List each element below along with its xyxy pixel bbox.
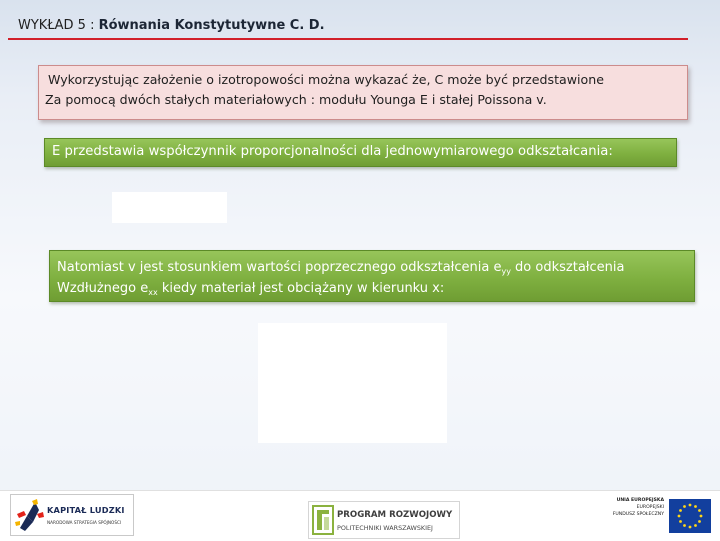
poisson-subscript-xx: xx bbox=[148, 288, 158, 297]
eu-flag-icon bbox=[669, 499, 711, 533]
poisson-ratio-box bbox=[49, 250, 695, 302]
poisson-line-2 bbox=[57, 278, 694, 299]
poisson-line-2-start: Wzdłużnego e bbox=[57, 281, 149, 296]
youngs-modulus-box bbox=[44, 138, 677, 167]
intro-line-2: Za pomocą dwóch stałych materiałowych : modułu Younga E i stałej Poissona v. bbox=[45, 92, 547, 107]
poisson-subscript-yy: yy bbox=[501, 267, 511, 276]
eu-label-line-3: FUNDUSZ SPOŁECZNY bbox=[612, 512, 664, 517]
kapital-ludzki-subtitle: NARODOWA STRATEGIA SPÓJNOŚCI bbox=[47, 520, 122, 525]
slide-title bbox=[18, 18, 325, 33]
youngs-formula-image bbox=[112, 192, 227, 223]
slide-title-topic: Równania Konstytutywne C. D. bbox=[98, 18, 325, 33]
kapital-ludzki-logo bbox=[10, 494, 134, 536]
program-rozwojowy-emblem-icon bbox=[312, 505, 334, 535]
intro-line-1: Wykorzystując założenie o izotropowości można wykazać że, C może być przedstawione bbox=[48, 72, 604, 87]
kapital-ludzki-title: KAPITAŁ LUDZKI bbox=[47, 505, 125, 515]
eu-label-line-1: UNIA EUROPEJSKA bbox=[616, 498, 664, 503]
poisson-line-1 bbox=[57, 257, 694, 278]
program-rozwojowy-subtitle: POLITECHNIKI WARSZAWSKIEJ bbox=[337, 524, 433, 532]
title-divider bbox=[8, 38, 688, 40]
eu-fund-label bbox=[598, 497, 664, 518]
program-rozwojowy-title: PROGRAM ROZWOJOWY bbox=[337, 510, 453, 520]
poisson-line-2-end: kiedy materiał jest obciążany w kierunku x: bbox=[157, 281, 445, 296]
intro-text-box bbox=[38, 65, 688, 120]
program-rozwojowy-logo bbox=[308, 501, 460, 539]
kapital-ludzki-star-icon bbox=[13, 498, 45, 532]
youngs-modulus-text: E przedstawia współczynnik proporcjonalności dla jednowymiarowego odkształcania: bbox=[52, 144, 613, 159]
slide-title-prefix: WYKŁAD 5 : bbox=[18, 18, 99, 33]
poisson-line-1-start: Natomiast v jest stosunkiem wartości poprzecznego odkształcenia e bbox=[57, 260, 502, 275]
poisson-line-1-end: do odkształcenia bbox=[510, 260, 625, 275]
poisson-formula-image bbox=[258, 323, 447, 443]
eu-label-line-2: EUROPEJSKI bbox=[636, 505, 664, 510]
